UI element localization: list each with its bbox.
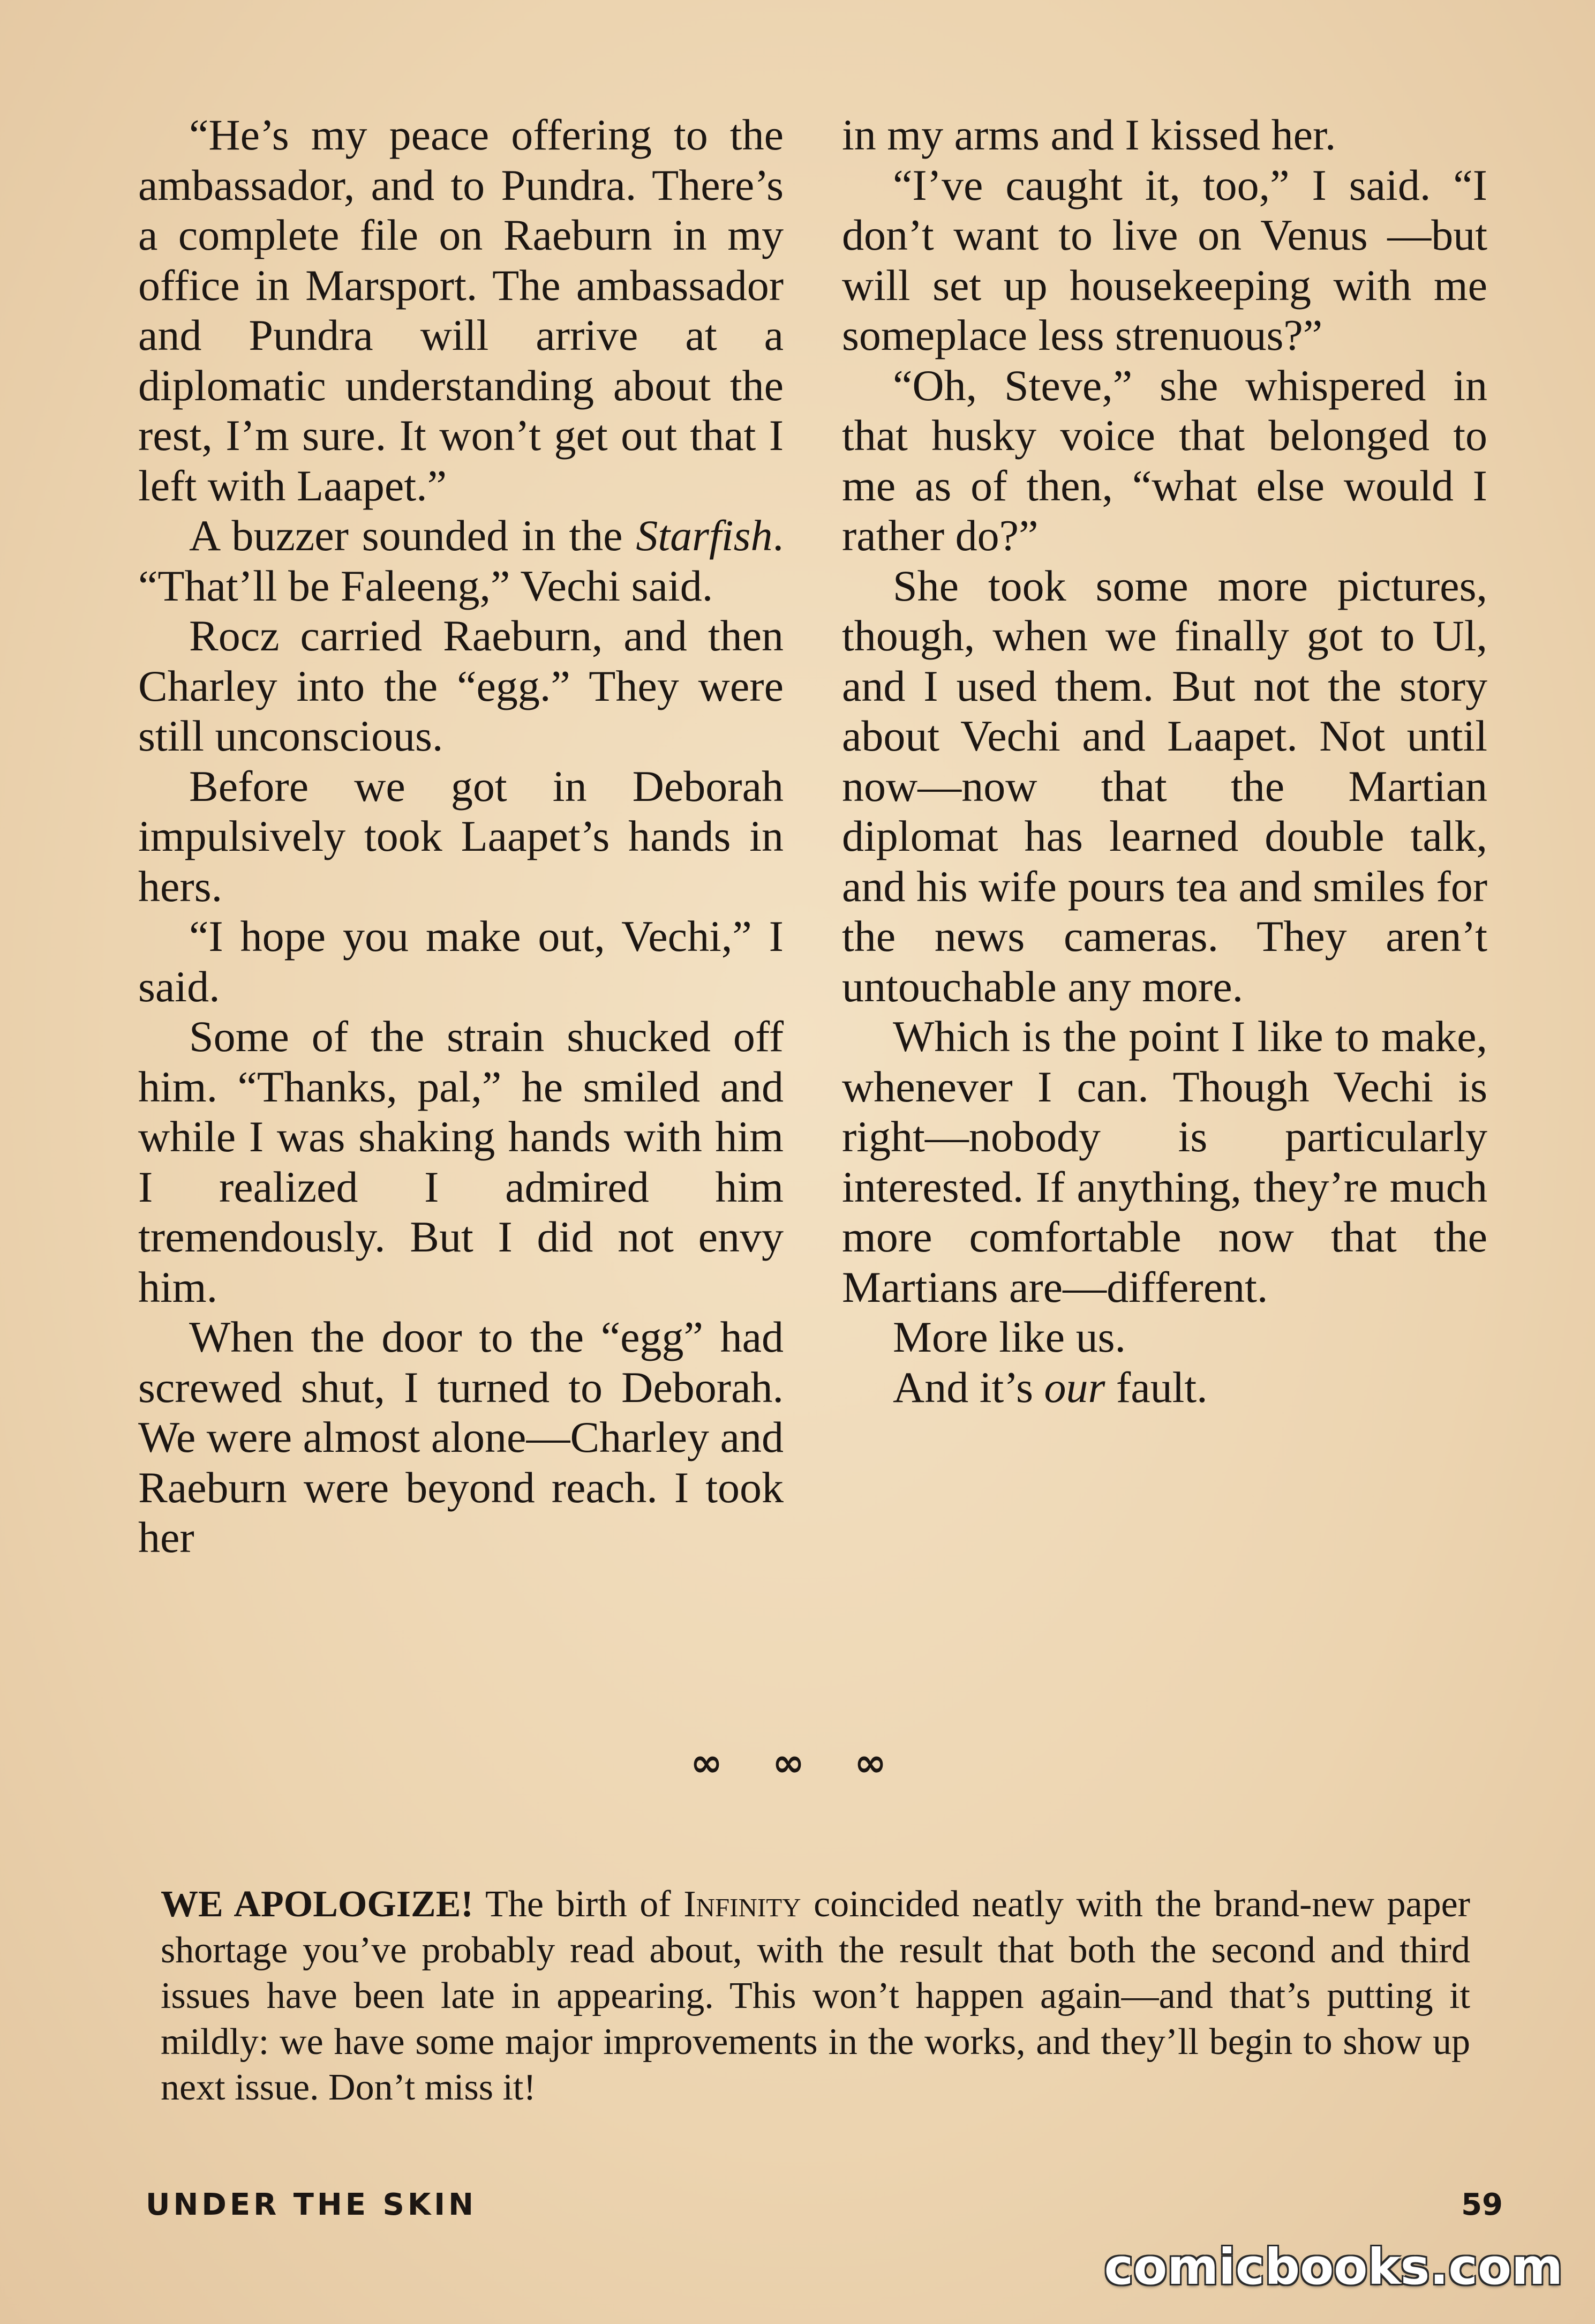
paragraph: More like us. [893, 1313, 1126, 1361]
right-text-column [842, 110, 1487, 1412]
left-text-column [138, 110, 784, 1563]
paragraph: “He’s my peace offering to the ambassador, and to Pundra. There’s a complete file on Raeburn in my office in Marsport. The ambassador and Pundra will arrive at a diplomatic understanding about the rest, I’m sure. It won’t get out that I left with Laapet.” [138, 110, 784, 510]
paragraph: “I’ve caught it, too,” I said. “I don’t want to live on Venus —but will set up housekeeping with me someplace less strenuous?” [842, 160, 1487, 359]
magazine-name: Infinity [683, 1884, 801, 1925]
source-watermark: comicbooks.com [1104, 2238, 1563, 2296]
notice-text: coincided neatly with the brand-new paper shortage you’ve probably read about, with the result that both the second and third issues have been late in appearing. This won’t happen again—and that’s putting it mildly: we have some major improvements in the works, and they’ll begin to show up next issue. Don’t miss it! [161, 1884, 1470, 2108]
paragraph-continued: in my arms and I kissed her. [842, 110, 1336, 159]
paragraph: Before we got in Deborah impulsively took Laapet’s hands in hers. [138, 761, 784, 911]
paragraph-text: A buzzer sounded in the [189, 511, 636, 560]
notice-text: The birth of [473, 1884, 684, 1925]
paragraph: Some of the strain shucked off him. “Thanks, pal,” he smiled and while I was shaking hands with him I realized I admired him tremendously. But I did not envy him. [138, 1012, 784, 1311]
paragraph [842, 1362, 1487, 1413]
paragraph-text: And it’s [893, 1362, 1044, 1412]
page-number: 59 [1461, 2187, 1503, 2222]
paragraph [138, 511, 784, 611]
paragraph: Which is the point I like to make, whenever I can. Though Vechi is right—nobody is particularly interested. If anything, they’re much more comfortable now that the Martians are—different. [842, 1012, 1487, 1311]
apology-notice [161, 1881, 1470, 2111]
italic-ship-name: Starfish [636, 511, 773, 560]
paragraph-text: . “That’ll be Faleeng,” Vechi said. [138, 511, 784, 610]
paragraph: “I hope you make out, Vechi,” I said. [138, 912, 784, 1011]
italic-emphasis: our [1044, 1362, 1105, 1412]
infinity-divider: ∞ ∞ ∞ [690, 1740, 905, 1785]
paragraph: Rocz carried Raeburn, and then Charley into the “egg.” They were still unconscious. [138, 611, 784, 760]
paragraph: “Oh, Steve,” she whispered in that husky voice that belonged to me as of then, “what else would I rather do?” [842, 361, 1487, 560]
paragraph: When the door to the “egg” had screwed shut, I turned to Deborah. We were almost alone—Charley and Raeburn were beyond reach. I took her [138, 1313, 784, 1562]
footer-story-title: UNDER THE SKIN [146, 2187, 477, 2222]
paragraph-text: fault. [1105, 1362, 1208, 1412]
paragraph: She took some more pictures, though, when we finally got to Ul, and I used them. But not the story about Vechi and Laapet. Not until now—now that the Martian diplomat has learned double talk, and his wife pours tea and smiles for the news cameras. They aren’t untouchable any more. [842, 561, 1487, 1011]
notice-lead: WE APOLOGIZE! [161, 1884, 473, 1925]
